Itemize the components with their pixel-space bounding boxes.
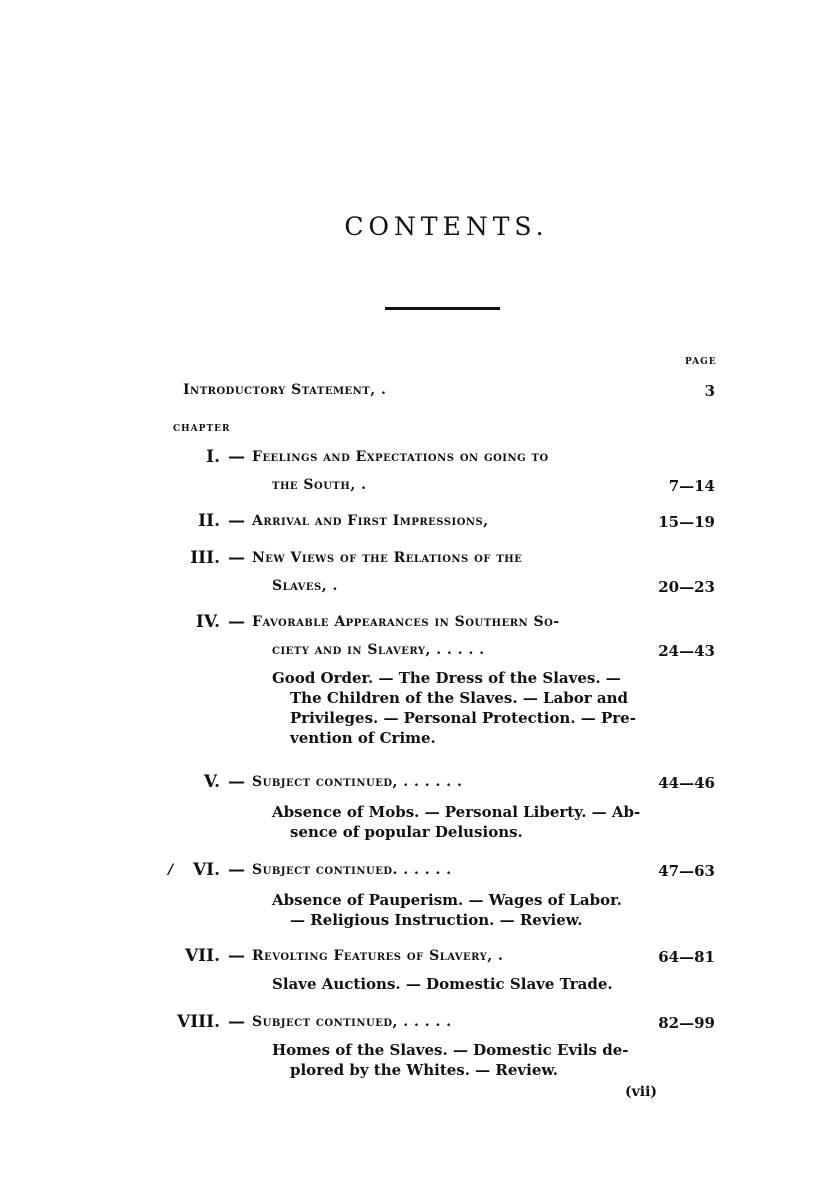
subtopic-line: Good Order. — The Dress of the Slaves. — xyxy=(272,669,621,687)
chapter-pages: 20—23 xyxy=(658,578,715,596)
chapter-dash: — xyxy=(228,946,245,966)
chapter-dash: — xyxy=(228,860,245,880)
intro-label: Introductory Statement, . xyxy=(183,382,387,398)
chapter-dash: — xyxy=(228,772,245,792)
chapter-title-line: New Views of the Relations of the xyxy=(252,550,523,566)
page-title: CONTENTS. xyxy=(344,212,549,241)
subtopic-line: Absence of Pauperism. — Wages of Labor. xyxy=(272,891,622,909)
subtopic-line: Slave Auctions. — Domestic Slave Trade. xyxy=(272,975,613,993)
chapter-title-line: Favorable Appearances in Southern So- xyxy=(252,614,560,630)
chapter-title-line: Revolting Features of Slavery, . xyxy=(252,948,504,964)
chapter-subtopics xyxy=(272,974,647,994)
chapter-title-line: Feelings and Expectations on going to xyxy=(252,449,549,465)
page-folio: (vii) xyxy=(625,1084,658,1100)
chapter-pages: 24—43 xyxy=(658,642,715,660)
chapter-number: VIII. xyxy=(177,1012,220,1032)
subtopic-line: Privileges. — Personal Protection. — Pre- xyxy=(290,709,636,727)
subtopic-line: Absence of Mobs. — Personal Liberty. — Ab- xyxy=(272,803,641,821)
chapter-title-line: Subject continued. . . . . . xyxy=(252,862,452,878)
title-rule xyxy=(385,307,500,310)
chapter-title-line: Arrival and First Impressions, xyxy=(252,513,489,529)
page-column-header: PAGE xyxy=(685,357,717,367)
chapter-title-line: Subject continued, . . . . . . xyxy=(252,774,463,790)
chapter-number: IV. xyxy=(195,612,220,632)
chapter-dash: — xyxy=(228,1012,245,1032)
margin-mark: / xyxy=(168,862,174,878)
chapter-number: III. xyxy=(190,548,220,568)
subtopic-line: vention of Crime. xyxy=(290,729,436,747)
chapter-number: VI. xyxy=(192,860,220,880)
chapter-subtopics xyxy=(272,890,647,930)
chapter-number: VII. xyxy=(184,946,220,966)
chapter-pages: 64—81 xyxy=(658,948,715,966)
chapter-title-line: the South, . xyxy=(272,477,367,493)
chapter-pages: 82—99 xyxy=(658,1014,715,1032)
intro-page: 3 xyxy=(704,382,715,400)
intro-entry xyxy=(183,380,715,404)
chapter-title-line: ciety and in Slavery, . . . . . xyxy=(272,642,485,658)
chapter-subtopics xyxy=(272,802,647,842)
chapter-title-line: Subject continued, . . . . . xyxy=(252,1014,452,1030)
chapter-number: II. xyxy=(198,511,220,531)
chapter-pages: 15—19 xyxy=(658,513,715,531)
chapter-dash: — xyxy=(228,511,245,531)
chapter-pages: 47—63 xyxy=(658,862,715,880)
chapter-title-line: Slaves, . xyxy=(272,578,338,594)
subtopic-line: Homes of the Slaves. — Domestic Evils de- xyxy=(272,1041,629,1059)
chapter-pages: 44—46 xyxy=(658,774,715,792)
chapter-dash: — xyxy=(228,447,245,467)
chapter-pages: 7—14 xyxy=(668,477,715,495)
chapter-subtopics xyxy=(272,668,647,748)
chapter-number: V. xyxy=(203,772,220,792)
subtopic-line: — Religious Instruction. — Review. xyxy=(290,911,583,929)
chapter-subtopics xyxy=(272,1040,647,1080)
chapter-number: I. xyxy=(206,447,220,467)
chapter-dash: — xyxy=(228,612,245,632)
chapter-column-header: CHAPTER xyxy=(173,424,231,434)
subtopic-line: plored by the Whites. — Review. xyxy=(290,1061,559,1079)
subtopic-line: The Children of the Slaves. — Labor and xyxy=(290,689,629,707)
chapter-dash: — xyxy=(228,548,245,568)
subtopic-line: sence of popular Delusions. xyxy=(290,823,523,841)
